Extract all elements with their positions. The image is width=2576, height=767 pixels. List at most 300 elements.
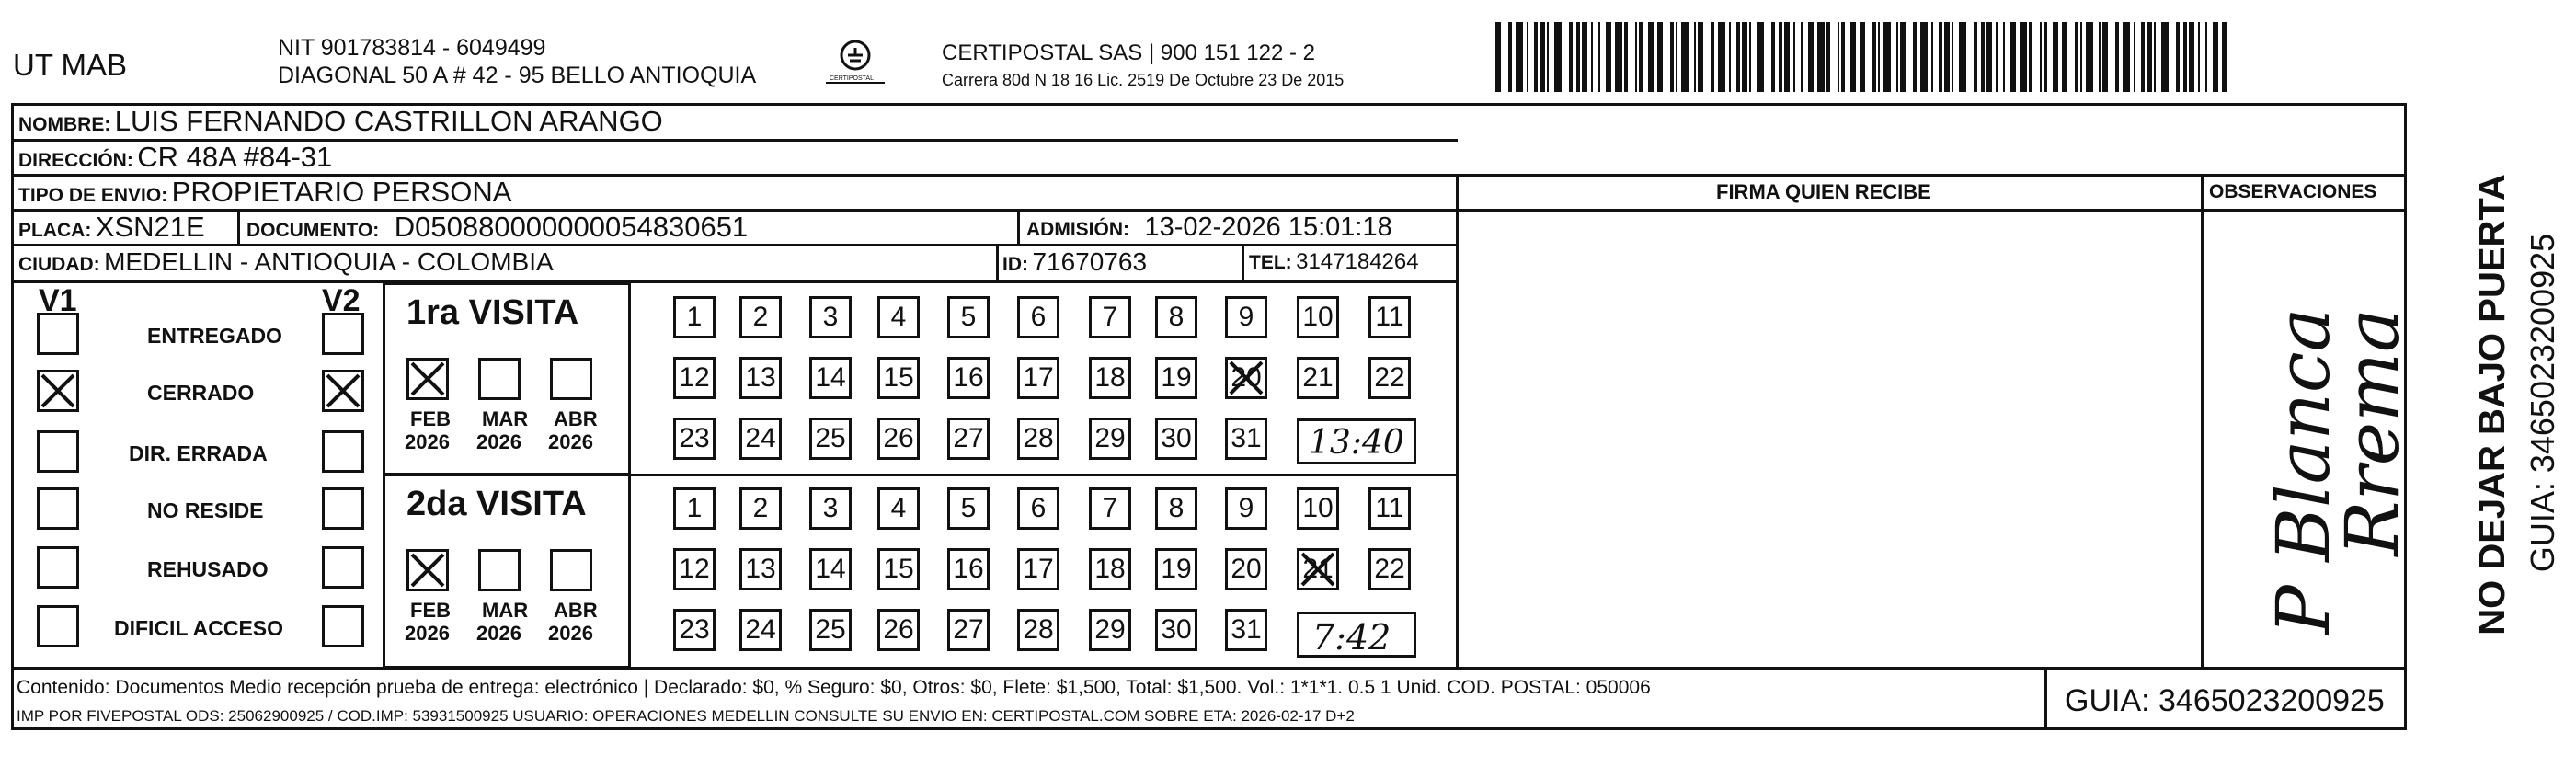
day-number: 6 xyxy=(1030,302,1047,332)
year-label: 2026 xyxy=(405,430,450,453)
admision-label: ADMISIÓN: xyxy=(1026,219,1129,240)
tel-value: 3147184264 xyxy=(1296,249,1419,274)
barcode-bar xyxy=(2115,22,2119,92)
barcode-bar xyxy=(1676,22,1677,92)
day-box[interactable] xyxy=(1297,357,1339,399)
v2-header: V2 xyxy=(322,283,361,318)
footer-guia: GUIA: 3465023200925 xyxy=(2065,683,2385,718)
direccion-label: DIRECCIÓN: xyxy=(18,150,133,171)
barcode-bar xyxy=(1569,22,1573,92)
day-number: 13 xyxy=(745,554,776,584)
barcode-bar xyxy=(1648,22,1654,92)
placa-label: PLACA: xyxy=(18,220,92,241)
v1-checkbox[interactable] xyxy=(37,430,79,473)
day-box[interactable] xyxy=(1089,609,1131,651)
tipo-value: PROPIETARIO PERSONA xyxy=(171,176,512,208)
month-label: ABR xyxy=(554,407,598,430)
day-number: 5 xyxy=(960,302,977,332)
barcode-bar xyxy=(2075,22,2078,92)
day-number: 29 xyxy=(1094,614,1126,645)
day-number: 7 xyxy=(1102,302,1118,332)
day-number: 8 xyxy=(1168,493,1185,523)
day-number: 30 xyxy=(1161,423,1192,453)
day-number: 26 xyxy=(883,614,914,645)
barcode-bar xyxy=(1826,22,1830,92)
day-number: 5 xyxy=(960,493,977,523)
barcode-bar xyxy=(1939,22,1942,92)
tipo-row xyxy=(18,177,511,206)
day-number: 20 xyxy=(1231,554,1262,584)
barcode-bar xyxy=(1576,22,1580,92)
day-box[interactable] xyxy=(739,296,782,338)
day-box[interactable] xyxy=(1089,548,1131,590)
day-number: 3 xyxy=(822,302,839,332)
barcode-bar xyxy=(1771,22,1775,92)
day-number: 31 xyxy=(1231,423,1262,453)
v1-checkbox[interactable] xyxy=(37,546,79,589)
ciudad-value: MEDELLIN - ANTIOQUIA - COLOMBIA xyxy=(104,247,554,276)
v2-checkbox[interactable] xyxy=(322,313,364,355)
license-text: Carrera 80d N 18 16 Lic. 2519 De Octubre 23 De 2015 xyxy=(942,71,1345,89)
year-label: 2026 xyxy=(476,430,521,453)
x-mark-icon xyxy=(409,361,446,397)
month-label: FEB xyxy=(410,599,451,622)
day-box[interactable] xyxy=(1017,418,1059,460)
barcode-bar xyxy=(1959,22,1966,92)
day-number: 22 xyxy=(1374,362,1405,393)
day-number: 12 xyxy=(679,554,710,584)
barcode-bar xyxy=(1711,22,1714,92)
day-box[interactable] xyxy=(1297,548,1339,590)
day-box[interactable] xyxy=(739,487,782,530)
day-box[interactable] xyxy=(877,487,920,530)
day-box[interactable] xyxy=(739,548,782,590)
day-number: 23 xyxy=(679,614,710,645)
barcode-bar xyxy=(2205,22,2207,92)
barcode-bar xyxy=(1974,22,1977,92)
day-box[interactable] xyxy=(1155,418,1197,460)
barcode-bar xyxy=(1670,22,1674,92)
day-number: 19 xyxy=(1161,362,1192,393)
x-mark-icon xyxy=(40,372,76,409)
barcode-bar xyxy=(2053,22,2058,92)
barcode-bar xyxy=(1896,22,1898,92)
footer-contenido: Contenido: Documentos Medio recepción prueba de entrega: electrónico | Declarado: $0, % Seguro: $0, Otros: $0, Flete: $1,500, Total: $1,500. Vol.: 1*1*1. 0.5 1 Unid. COD. POSTAL: 050006 xyxy=(17,677,1651,698)
barcode-bar xyxy=(1793,22,1795,92)
placa-row xyxy=(18,212,205,241)
day-box[interactable] xyxy=(1297,296,1339,338)
day-number: 17 xyxy=(1023,362,1054,393)
month-checkbox[interactable] xyxy=(406,358,449,400)
barcode-bar xyxy=(2189,22,2194,92)
barcode-bar xyxy=(1931,22,1933,92)
v2-checkbox[interactable] xyxy=(322,370,364,412)
barcode-bar xyxy=(2141,22,2145,92)
status-label: CERRADO xyxy=(147,381,255,405)
barcode-bar xyxy=(2040,22,2042,92)
day-number: 28 xyxy=(1023,423,1054,453)
day-number: 24 xyxy=(745,614,776,645)
day-box[interactable] xyxy=(673,418,716,460)
barcode-bar xyxy=(1860,22,1865,92)
day-box[interactable] xyxy=(1225,296,1267,338)
day-box[interactable] xyxy=(1225,418,1267,460)
tel-label: TEL: xyxy=(1249,252,1292,273)
day-box[interactable] xyxy=(1225,357,1267,399)
barcode-bar xyxy=(1516,22,1523,92)
year-label: 2026 xyxy=(476,622,521,645)
day-box[interactable] xyxy=(1089,357,1131,399)
day-number: 24 xyxy=(745,423,776,453)
day-box[interactable] xyxy=(809,487,852,530)
day-number: 27 xyxy=(953,423,984,453)
barcode-bar xyxy=(2102,22,2108,92)
day-number: 22 xyxy=(1374,554,1405,584)
day-box[interactable] xyxy=(947,487,990,530)
barcode-bar xyxy=(1495,22,1501,92)
header xyxy=(0,0,2576,103)
day-box[interactable] xyxy=(1368,548,1411,590)
day-box[interactable] xyxy=(673,548,716,590)
month-checkbox[interactable] xyxy=(478,358,521,400)
day-box[interactable] xyxy=(809,418,852,460)
barcode-bar xyxy=(1698,22,1703,92)
day-number: 30 xyxy=(1161,614,1192,645)
direccion-value: CR 48A #84-31 xyxy=(137,141,333,173)
barcode-bar xyxy=(1784,22,1790,92)
barcode-bar xyxy=(1615,22,1622,92)
barcode-bar xyxy=(2161,22,2169,92)
day-number: 7 xyxy=(1102,493,1118,523)
day-box[interactable] xyxy=(947,418,990,460)
day-number: 16 xyxy=(953,554,984,584)
barcode-bar xyxy=(2183,22,2187,92)
footer-divider xyxy=(11,667,2407,670)
visit-title: 2da VISITA xyxy=(406,485,587,523)
day-box[interactable] xyxy=(877,609,920,651)
day-number: 27 xyxy=(953,614,984,645)
day-number: 3 xyxy=(822,493,839,523)
v2-checkbox[interactable] xyxy=(322,487,364,530)
barcode-bar xyxy=(2080,22,2082,92)
month-label: MAR xyxy=(482,599,529,622)
month-checkbox[interactable] xyxy=(478,549,521,591)
year-label: 2026 xyxy=(548,430,593,453)
day-number: 10 xyxy=(1302,493,1334,523)
day-number: 9 xyxy=(1238,493,1254,523)
barcode-bar xyxy=(2134,22,2135,92)
barcode-bar xyxy=(1996,22,1998,92)
nombre-row xyxy=(18,107,663,135)
observaciones-header: OBSERVACIONES xyxy=(2209,181,2377,202)
day-box[interactable] xyxy=(1155,296,1197,338)
month-label: ABR xyxy=(554,599,598,622)
barcode-bar xyxy=(1883,22,1891,92)
handwritten-time-2: 7:42 xyxy=(1312,617,1391,658)
day-box[interactable] xyxy=(809,609,852,651)
id-row xyxy=(1002,249,1147,275)
barcode-bar xyxy=(1624,22,1628,92)
placa-value: XSN21E xyxy=(95,211,205,243)
day-box[interactable] xyxy=(739,609,782,651)
day-number: 1 xyxy=(686,302,703,332)
barcode-bar xyxy=(1718,22,1725,92)
barcode-bar xyxy=(1749,22,1751,92)
day-box[interactable] xyxy=(1017,548,1059,590)
day-number: 29 xyxy=(1094,423,1126,453)
v2-checkbox[interactable] xyxy=(322,546,364,589)
v1-checkbox[interactable] xyxy=(37,487,79,530)
side-guia: GUIA: 3465023200925 xyxy=(2524,233,2561,573)
v1-checkbox[interactable] xyxy=(37,605,79,647)
day-number: 12 xyxy=(679,362,710,393)
x-mark-icon xyxy=(409,552,446,589)
day-number: 20 xyxy=(1231,362,1262,393)
day-box[interactable] xyxy=(1297,487,1339,530)
day-box[interactable] xyxy=(673,296,716,338)
day-number: 6 xyxy=(1030,493,1047,523)
year-label: 2026 xyxy=(405,622,450,645)
day-number: 21 xyxy=(1302,362,1334,393)
barcode-bar xyxy=(1534,22,1538,92)
barcode-bar xyxy=(1757,22,1764,92)
nombre-value: LUIS FERNANDO CASTRILLON ARANGO xyxy=(114,105,663,137)
barcode-bar xyxy=(1808,22,1814,92)
day-number: 15 xyxy=(883,554,914,584)
month-checkbox[interactable] xyxy=(406,549,449,591)
certipostal-logo xyxy=(809,39,901,94)
day-number: 13 xyxy=(745,362,776,393)
barcode-bar xyxy=(2099,22,2101,92)
status-label: DIFICIL ACCESO xyxy=(114,616,284,640)
barcode-bar xyxy=(1657,22,1663,92)
barcode-bar xyxy=(1817,22,1825,92)
day-number: 17 xyxy=(1023,554,1054,584)
firma-header: FIRMA QUIEN RECIBE xyxy=(1716,180,1931,203)
barcode-bar xyxy=(1508,22,1512,92)
day-number: 9 xyxy=(1238,302,1254,332)
barcode-bar xyxy=(2029,22,2032,92)
day-box[interactable] xyxy=(1017,357,1059,399)
barcode-bar xyxy=(1986,22,1992,92)
day-box[interactable] xyxy=(1155,609,1197,651)
id-value: 71670763 xyxy=(1032,247,1148,276)
logo-text: CERTIPOSTAL xyxy=(830,75,874,82)
day-box[interactable] xyxy=(877,296,920,338)
nit-text: NIT 901783814 - 6049499 xyxy=(278,35,546,61)
day-number: 26 xyxy=(883,423,914,453)
barcode-bar xyxy=(1639,22,1643,92)
barcode xyxy=(1495,22,2227,92)
barcode-bar xyxy=(2213,22,2218,92)
v2-checkbox[interactable] xyxy=(322,430,364,473)
barcode-bar xyxy=(1742,22,1747,92)
barcode-bar xyxy=(2198,22,2200,92)
day-box[interactable] xyxy=(809,548,852,590)
barcode-bar xyxy=(1681,22,1689,92)
day-number: 25 xyxy=(815,423,846,453)
day-box[interactable] xyxy=(809,296,852,338)
barcode-bar xyxy=(1729,22,1731,92)
x-mark-icon xyxy=(1228,360,1265,396)
month-checkbox[interactable] xyxy=(550,358,592,400)
barcode-bar xyxy=(1540,22,1545,92)
day-number: 23 xyxy=(679,423,710,453)
barcode-bar xyxy=(1635,22,1637,92)
admision-row xyxy=(1026,214,1392,241)
direccion-row xyxy=(18,143,332,171)
documento-row xyxy=(246,212,748,241)
day-number: 16 xyxy=(953,362,984,393)
barcode-bar xyxy=(2154,22,2156,92)
id-label: ID: xyxy=(1002,254,1028,275)
v1-checkbox[interactable] xyxy=(37,313,79,355)
barcode-bar xyxy=(2086,22,2093,92)
barcode-bar xyxy=(2222,22,2227,92)
day-box[interactable] xyxy=(947,548,990,590)
day-box[interactable] xyxy=(1155,357,1197,399)
barcode-bar xyxy=(2176,22,2180,92)
barcode-bar xyxy=(1878,22,1880,92)
barcode-bar xyxy=(1554,22,1562,92)
day-box[interactable] xyxy=(809,357,852,399)
barcode-bar xyxy=(2147,22,2152,92)
day-box[interactable] xyxy=(1155,548,1197,590)
day-box[interactable] xyxy=(673,609,716,651)
barcode-bar xyxy=(2062,22,2067,92)
barcode-bar xyxy=(1527,22,1528,92)
barcode-bar xyxy=(1838,22,1839,92)
barcode-bar xyxy=(1801,22,1803,92)
day-number: 14 xyxy=(815,554,846,584)
side-warning: NO DEJAR BAJO PUERTA xyxy=(2472,174,2513,635)
day-box[interactable] xyxy=(1225,487,1267,530)
barcode-bar xyxy=(2044,22,2047,92)
barcode-bar xyxy=(1841,22,1845,92)
day-box[interactable] xyxy=(1368,296,1411,338)
barcode-bar xyxy=(2010,22,2016,92)
day-box[interactable] xyxy=(947,296,990,338)
day-box[interactable] xyxy=(1155,487,1197,530)
status-label: NO RESIDE xyxy=(147,498,264,522)
documento-value: D050880000000054830651 xyxy=(394,211,749,243)
day-box[interactable] xyxy=(1017,609,1059,651)
day-number: 11 xyxy=(1375,302,1404,332)
day-box[interactable] xyxy=(1017,296,1059,338)
day-number: 2 xyxy=(752,302,769,332)
day-box[interactable] xyxy=(1225,548,1267,590)
day-number: 19 xyxy=(1161,554,1192,584)
sender-address: DIAGONAL 50 A # 42 - 95 BELLO ANTIOQUIA xyxy=(278,63,757,88)
day-number: 11 xyxy=(1375,493,1404,523)
day-box[interactable] xyxy=(877,548,920,590)
day-box[interactable] xyxy=(739,418,782,460)
day-box[interactable] xyxy=(739,357,782,399)
ciudad-row xyxy=(18,249,554,275)
day-number: 15 xyxy=(883,362,914,393)
day-box[interactable] xyxy=(1089,418,1131,460)
barcode-bar xyxy=(2003,22,2005,92)
day-box[interactable] xyxy=(1368,357,1411,399)
day-box[interactable] xyxy=(947,357,990,399)
tipo-label: TIPO DE ENVIO: xyxy=(18,185,168,206)
admision-value: 13-02-2026 15:01:18 xyxy=(1144,212,1392,242)
day-number: 4 xyxy=(890,302,907,332)
x-mark-icon xyxy=(325,372,361,409)
visit-title: 1ra VISITA xyxy=(406,293,579,332)
day-box[interactable] xyxy=(1225,609,1267,651)
day-box[interactable] xyxy=(877,357,920,399)
nombre-label: NOMBRE: xyxy=(18,114,111,135)
day-number: 2 xyxy=(752,493,769,523)
barcode-bar xyxy=(1981,22,1985,92)
day-number: 25 xyxy=(815,614,846,645)
day-box[interactable] xyxy=(1089,296,1131,338)
barcode-bar xyxy=(1606,22,1611,92)
status-label: ENTREGADO xyxy=(147,324,282,348)
day-box[interactable] xyxy=(673,487,716,530)
day-number: 1 xyxy=(686,493,703,523)
day-box[interactable] xyxy=(1368,487,1411,530)
barcode-bar xyxy=(1850,22,1856,92)
barcode-bar xyxy=(1582,22,1587,92)
v1-header: V1 xyxy=(39,283,77,318)
day-box[interactable] xyxy=(673,357,716,399)
ciudad-label: CIUDAD: xyxy=(18,254,100,275)
month-label: MAR xyxy=(482,407,529,430)
year-label: 2026 xyxy=(548,622,593,645)
day-box[interactable] xyxy=(1017,487,1059,530)
status-label: DIR. ERRADA xyxy=(129,441,268,465)
documento-label: DOCUMENTO: xyxy=(246,220,380,241)
day-number: 28 xyxy=(1023,614,1054,645)
barcode-bar xyxy=(1952,22,1953,92)
barcode-bar xyxy=(1598,22,1600,92)
barcode-bar xyxy=(1900,22,1906,92)
handwritten-observation-1: P Blanca xyxy=(2261,307,2346,635)
time-box-2 xyxy=(1297,612,1416,658)
month-label: FEB xyxy=(410,407,451,430)
day-number: 10 xyxy=(1302,302,1334,332)
v2-checkbox[interactable] xyxy=(322,605,364,647)
certipostal-text: CERTIPOSTAL SAS | 900 151 122 - 2 xyxy=(942,40,1315,65)
barcode-bar xyxy=(1736,22,1740,92)
day-box[interactable] xyxy=(877,418,920,460)
day-box[interactable] xyxy=(947,609,990,651)
v1-checkbox[interactable] xyxy=(37,370,79,412)
time-box-1 xyxy=(1297,418,1416,464)
barcode-bar xyxy=(1913,22,1917,92)
day-number: 18 xyxy=(1094,554,1126,584)
status-label: REHUSADO xyxy=(147,557,269,581)
day-box[interactable] xyxy=(1089,487,1131,530)
company-name: UT MAB xyxy=(13,48,128,82)
day-number: 14 xyxy=(815,362,846,393)
barcode-bar xyxy=(1694,22,1696,92)
day-number: 18 xyxy=(1094,362,1126,393)
day-number: 31 xyxy=(1231,614,1262,645)
barcode-bar xyxy=(2020,22,2027,92)
handwritten-observation-2: Rrema xyxy=(2330,308,2415,556)
day-number: 4 xyxy=(890,493,907,523)
x-mark-icon xyxy=(1299,551,1336,588)
handwritten-time-1: 13:40 xyxy=(1309,424,1404,462)
month-checkbox[interactable] xyxy=(550,549,592,591)
barcode-bar xyxy=(1920,22,1928,92)
barcode-bar xyxy=(1779,22,1782,92)
barcode-bar xyxy=(1944,22,1950,92)
footer-imp: IMP POR FIVEPOSTAL ODS: 25062900925 / COD.IMP: 53931500925 USUARIO: OPERACIONES MEDELLIN CONSULTE SU ENVIO EN: CERTIPOSTAL.COM SOBRE ETA: 2026-02-17 D+2 xyxy=(17,707,1355,725)
